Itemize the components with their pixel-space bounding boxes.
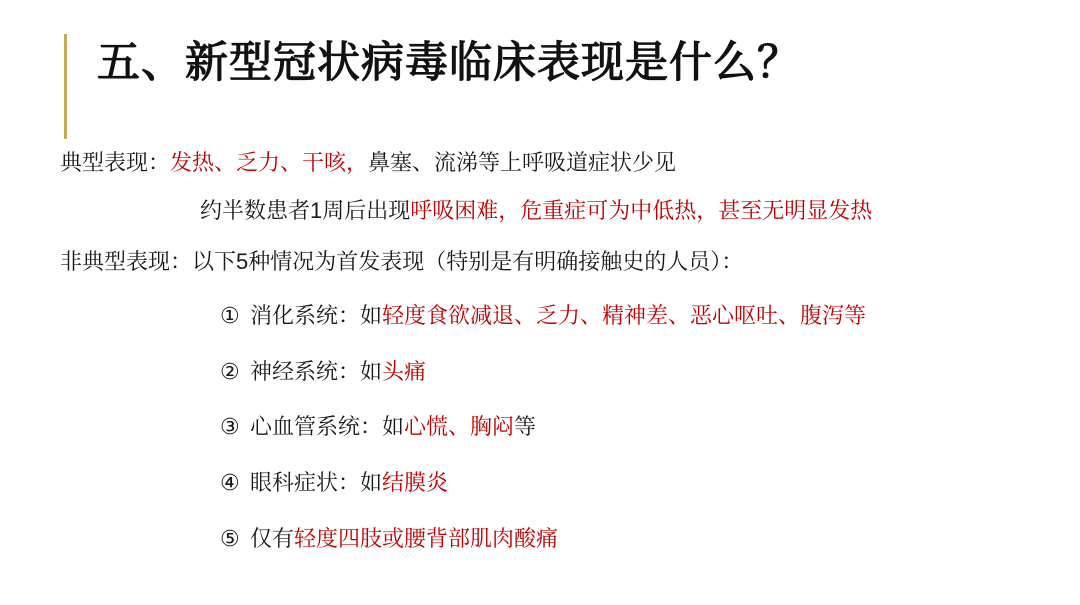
- atypical-intro-line: [60, 247, 1060, 277]
- list-item-label: 仅有: [250, 525, 295, 551]
- list-item-number: ①: [220, 303, 240, 329]
- slide-body: [60, 148, 1060, 554]
- list-item-highlight: 头痛: [382, 358, 427, 384]
- slide-title-block: [64, 34, 801, 139]
- typical-rest: 鼻塞、流涕等上呼吸道症状少见: [368, 150, 677, 175]
- title-accent-bar: [64, 34, 67, 139]
- list-item: [60, 357, 1060, 387]
- typical-label: 典型表现：: [60, 150, 171, 175]
- typical-symptoms-line: [60, 148, 1060, 178]
- list-item-highlight: 轻度四肢或腰背部肌肉酸痛: [294, 525, 559, 551]
- list-item: [60, 301, 1060, 331]
- list-item-number: ②: [220, 358, 240, 384]
- list-item: [60, 468, 1060, 498]
- typical-second-highlight: 呼吸困难，危重症可为中低热，甚至无明显发热: [410, 197, 873, 223]
- list-item-label: 神经系统：如: [250, 358, 383, 384]
- atypical-label: 非典型表现：: [60, 249, 193, 275]
- atypical-text: 以下5种情况为首发表现（特别是有明确接触史的人员）：: [192, 249, 744, 275]
- list-item: [60, 412, 1060, 442]
- list-item: [60, 524, 1060, 554]
- list-item-suffix: 等: [514, 414, 537, 440]
- list-item-label: 眼科症状：如: [250, 470, 383, 496]
- list-item-highlight: 结膜炎: [382, 470, 449, 496]
- list-item-number: ⑤: [220, 525, 240, 551]
- list-item-number: ③: [220, 414, 240, 440]
- typical-second-prefix: 约半数患者1周后出现: [200, 197, 411, 223]
- typical-highlight: 发热、乏力、干咳，: [170, 150, 369, 175]
- list-item-label: 心血管系统：如: [250, 414, 405, 440]
- page-title: 五、新型冠状病毒临床表现是什么？: [97, 39, 801, 87]
- typical-secondary-line: [60, 196, 1060, 226]
- list-item-label: 消化系统：如: [250, 303, 383, 329]
- list-item-highlight: 轻度食欲减退、乏力、精神差、恶心呕吐、腹泻等: [382, 303, 867, 329]
- list-item-number: ④: [220, 470, 240, 496]
- list-item-highlight: 心慌、胸闷: [404, 414, 515, 440]
